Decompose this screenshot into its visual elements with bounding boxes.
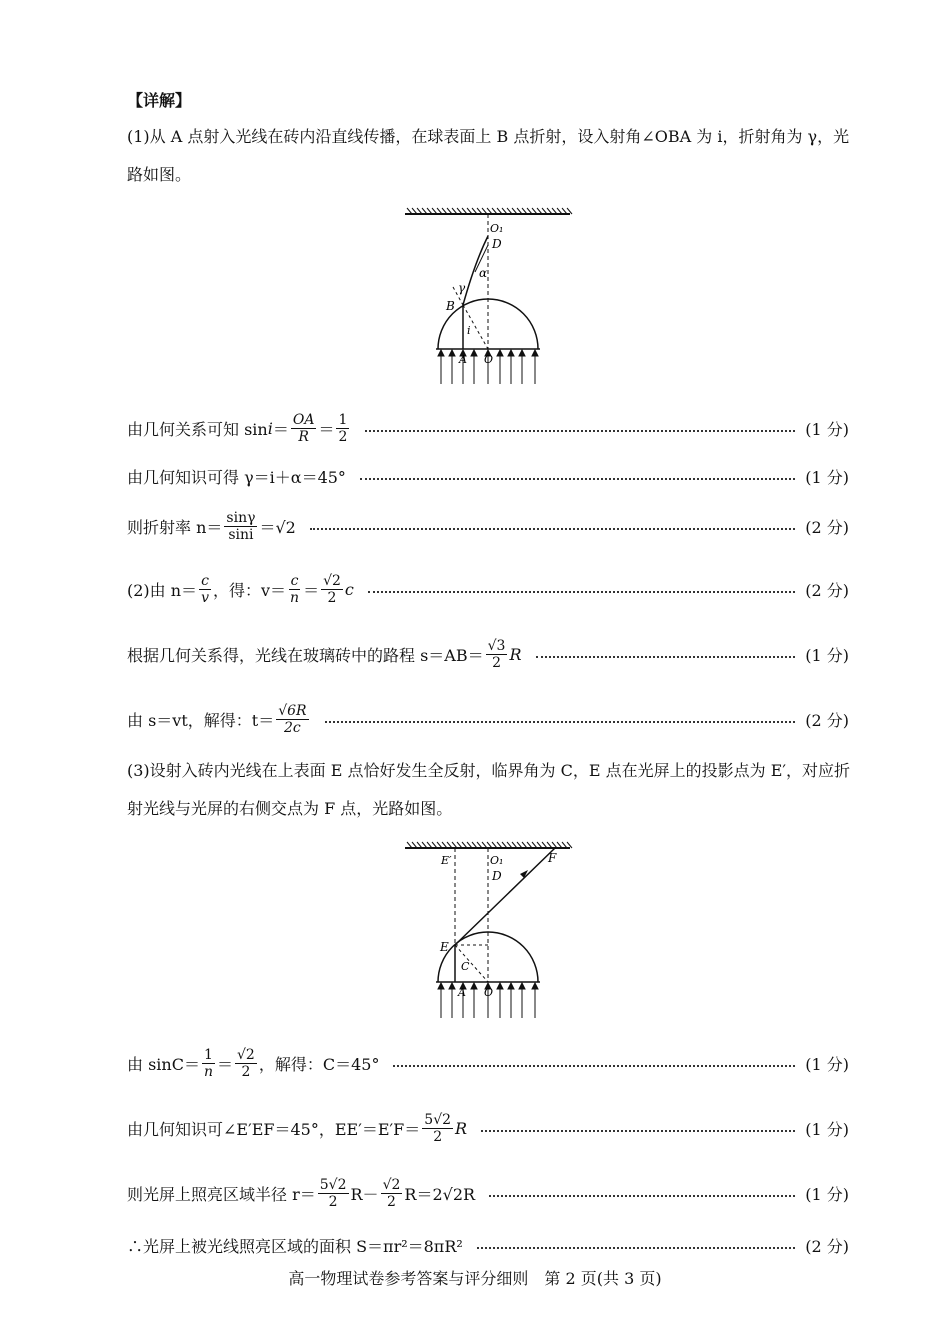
- label-o-2: O: [484, 986, 494, 999]
- equation-row-5: 根据几何关系得，光线在玻璃砖中的路程 s＝AB＝ $\frac{√3}{2}$ R (1 分): [127, 638, 849, 671]
- ef-ray: [455, 848, 555, 945]
- equation-row-9: 则光屏上照亮区域半径 r＝ $\frac{5√2}{2}$ R－ $\frac{√2}{2}$ R＝2√2R (1 分): [127, 1177, 849, 1210]
- label-i: i: [467, 324, 471, 337]
- page-footer: 高一物理试卷参考答案与评分细则 第 2 页(共 3 页): [288, 1269, 662, 1288]
- oe-dashed: [455, 945, 488, 982]
- screen-hatching: [405, 208, 572, 214]
- label-e-prime: E′: [441, 854, 452, 867]
- score-3: (2 分): [805, 518, 849, 537]
- equation-row-3: 则折射率 n＝ $\frac{\sin\gamma}{\sin i}$ ＝√2 (2 分): [127, 510, 849, 543]
- score-4: (2 分): [805, 581, 849, 600]
- label-b: B: [446, 299, 455, 313]
- label-gamma: γ: [458, 281, 466, 295]
- score-5: (1 分): [805, 646, 849, 665]
- part1-intro: (1)从 A 点射入光线在砖内沿直线传播，在球表面上 B 点折射，设入射角∠OBA 为 i，折射角为 γ，光路如图。: [127, 127, 850, 184]
- equation-row-1: 由几何关系可知 sin i ＝ $\frac{OA}{R}$ ＝ $\frac{1}{2}$ (1 分): [127, 412, 849, 445]
- equation-row-10: ∴光屏上被光线照亮区域的面积 S＝πr²＝8πR² (2 分): [127, 1234, 849, 1257]
- label-a-2: A: [458, 986, 466, 999]
- section-heading: 【详解】: [127, 91, 192, 110]
- score-1: (1 分): [805, 420, 849, 439]
- equation-row-6: 由 s＝vt，解得：t＝ $\frac{√6R}{2c}$ (2 分): [127, 703, 849, 736]
- label-o1-2: O₁: [490, 854, 504, 867]
- score-7: (1 分): [805, 1055, 849, 1074]
- figure-2-light-path: [400, 835, 580, 1025]
- label-alpha: α: [479, 266, 488, 280]
- equation-row-4: (2)由 n＝ $\frac{c}{v}$ ，得：v＝ $\frac{c}{n}$ ＝ $\frac{√2}{2}$ c (2 分): [127, 573, 849, 606]
- equation-row-7: 由 sinC＝ $\frac{1}{n}$ ＝ $\frac{√2}{2}$ ，解得：C＝45° (1 分): [127, 1047, 849, 1080]
- label-c: C: [461, 960, 470, 973]
- score-6: (2 分): [805, 711, 849, 730]
- label-o1: O₁: [490, 222, 504, 235]
- part3-intro: (3)设射入砖内光线在上表面 E 点恰好发生全反射，临界角为 C，E 点在光屏上的投影点为 E′，对应折射光线与光屏的右侧交点为 F 点，光路如图。: [127, 761, 851, 818]
- label-d-2: D: [492, 869, 502, 883]
- score-2: (1 分): [805, 468, 849, 487]
- label-a: A: [459, 353, 467, 366]
- label-f: F: [548, 851, 557, 865]
- score-8: (1 分): [805, 1120, 849, 1139]
- score-9: (1 分): [805, 1185, 849, 1204]
- equation-row-8: 由几何知识可∠E′EF＝45°，EE′＝E′F＝ $\frac{5√2}{2}$ R (1 分): [127, 1112, 849, 1145]
- equation-row-2: 由几何知识可得 γ＝i＋α＝45° (1 分): [127, 465, 849, 488]
- score-10: (2 分): [805, 1237, 849, 1256]
- label-e: E: [440, 940, 449, 954]
- label-d: D: [492, 237, 502, 251]
- figure-1-light-path: [400, 200, 580, 390]
- label-o: O: [484, 353, 494, 366]
